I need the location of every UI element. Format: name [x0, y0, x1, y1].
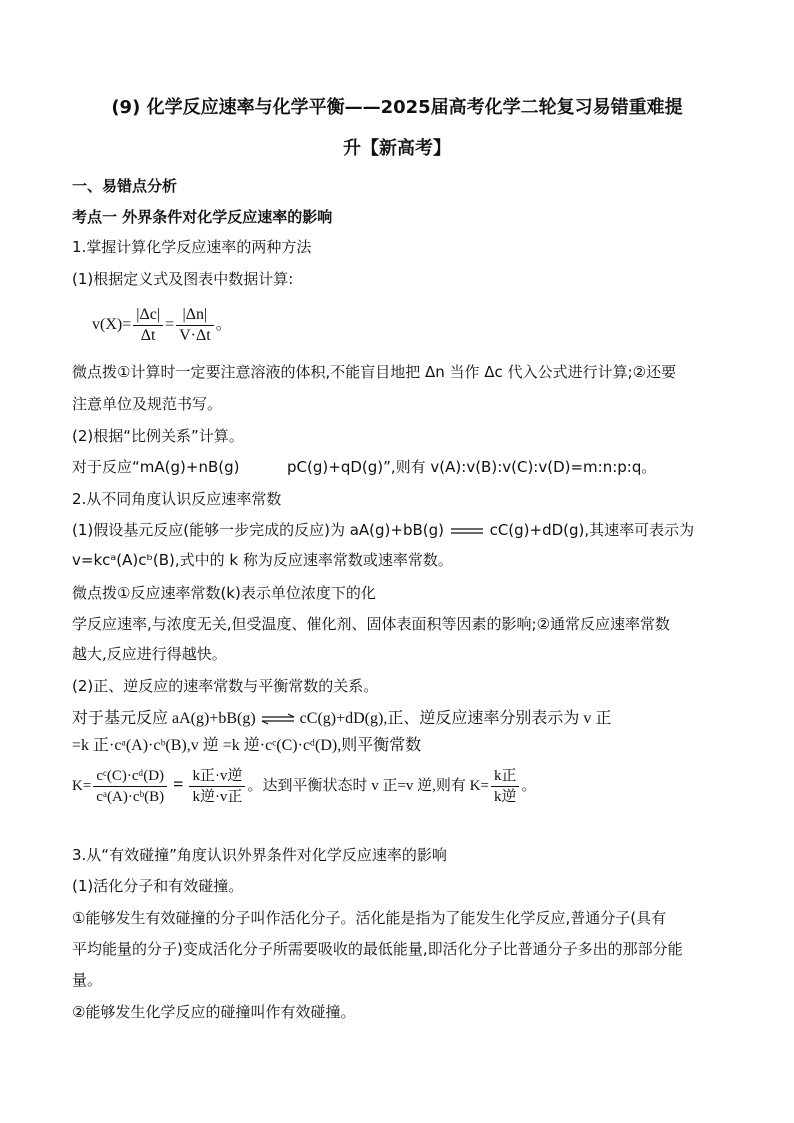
paragraph: 量。 — [72, 971, 103, 989]
title-line-1: (9) 化学反应速率与化学平衡——2025届高考化学二轮复习易错重难提 — [111, 97, 683, 118]
paragraph: 学反应速率,与浓度无关,但受温度、催化剂、固体表面积等因素的影响;②通常反应速率常数 — [72, 615, 671, 633]
title-line-2: 升【新高考】 — [343, 138, 451, 159]
paragraph: 平均能量的分子)变成活化分子所需要吸收的最低能量,即活化分子比普通分子多出的那部分能 — [72, 940, 683, 958]
key-point-heading: 考点一 外界条件对化学反应速率的影响 — [72, 208, 333, 226]
fraction — [176, 305, 214, 346]
paragraph: 注意单位及规范书写。 — [72, 395, 223, 413]
section-heading: 一、易错点分析 — [72, 177, 178, 195]
denominator: Δt — [140, 327, 156, 344]
equals-sign: = — [173, 773, 184, 794]
equilibrium-arrow-icon — [244, 462, 282, 474]
equilibrium-constant-formula — [72, 766, 536, 807]
fraction — [189, 766, 245, 807]
reaction-line — [72, 708, 611, 730]
paragraph: (2)根据“比例关系”计算。 — [72, 427, 244, 445]
paragraph: 1.掌握计算化学反应速率的两种方法 — [72, 238, 312, 256]
denominator: cᵃ(A)·cᵇ(B) — [96, 789, 165, 805]
paragraph: ①能够发生有效碰撞的分子叫作活化分子。活化能是指为了能发生化学反应,普通分子(具有 — [72, 909, 667, 927]
numerator: k正·v逆 — [189, 766, 245, 787]
paragraph: 2.从不同角度认识反应速率常数 — [72, 490, 282, 508]
reaction-line — [72, 456, 656, 478]
equals-sign: = — [165, 316, 175, 334]
formula-middle: 。达到平衡状态时 v 正=v 逆,则有 K= — [247, 777, 489, 794]
numerator: cᶜ(C)·cᵈ(D) — [93, 766, 167, 787]
fraction — [491, 766, 520, 807]
denominator: k逆 — [493, 789, 517, 805]
reaction-right: pC(g)+qD(g)”,则有 v(A):v(B):v(C):v(D)=m:n:p:q。 — [287, 458, 657, 476]
paragraph: 越大,反应进行得越快。 — [72, 645, 227, 663]
denominator: V·Δt — [179, 327, 211, 344]
formula-lhs: v(X)= — [92, 316, 132, 334]
double-line-equals-icon — [449, 526, 485, 536]
reaction-right: cC(g)+dD(g),正、逆反应速率分别表示为 v 正 — [299, 710, 612, 727]
paragraph: =k 正·cᵃ(A)·cᵇ(B),v 逆 =k 逆·cᶜ(C)·cᵈ(D),则平衡常数 — [72, 737, 422, 754]
paragraph: (2)正、逆反应的速率常数与平衡常数的关系。 — [72, 677, 379, 695]
numerator: |Δn| — [176, 305, 214, 326]
reaction-right: cC(g)+dD(g),其速率可表示为 — [489, 521, 695, 539]
paragraph: 3.从“有效碰撞”角度认识外界条件对化学反应速率的影响 — [72, 846, 447, 864]
fraction — [93, 766, 167, 807]
paragraph: (1)根据定义式及图表中数据计算: — [72, 270, 294, 288]
rate-formula — [92, 305, 232, 346]
formula-tail: 。 — [215, 316, 232, 334]
reaction-left: (1)假设基元反应(能够一步完成的反应)为 aA(g)+bB(g) — [72, 521, 445, 539]
reversible-arrow-icon — [260, 713, 296, 725]
paragraph: (1)活化分子和有效碰撞。 — [72, 877, 244, 895]
denominator: k逆·v正 — [192, 789, 243, 805]
fraction — [133, 305, 163, 346]
formula-lhs: K= — [72, 777, 92, 794]
numerator: |Δc| — [133, 305, 163, 326]
paragraph: v=kcᵃ(A)cᵇ(B),式中的 k 称为反应速率常数或速率常数。 — [72, 551, 453, 569]
paragraph: 微点拨①计算时一定要注意溶液的体积,不能盲目地把 Δn 当作 Δc 代入公式进行计算;②还要 — [72, 363, 677, 381]
reaction-left: 对于反应“mA(g)+nB(g) — [72, 458, 240, 476]
numerator: k正 — [491, 766, 520, 787]
formula-tail: 。 — [521, 777, 537, 794]
reaction-left: 对于基元反应 aA(g)+bB(g) — [72, 710, 256, 727]
reaction-line — [72, 519, 694, 541]
paragraph: 微点拨①反应速率常数(k)表示单位浓度下的化 — [72, 584, 376, 602]
paragraph: ②能够发生化学反应的碰撞叫作有效碰撞。 — [72, 1003, 356, 1021]
